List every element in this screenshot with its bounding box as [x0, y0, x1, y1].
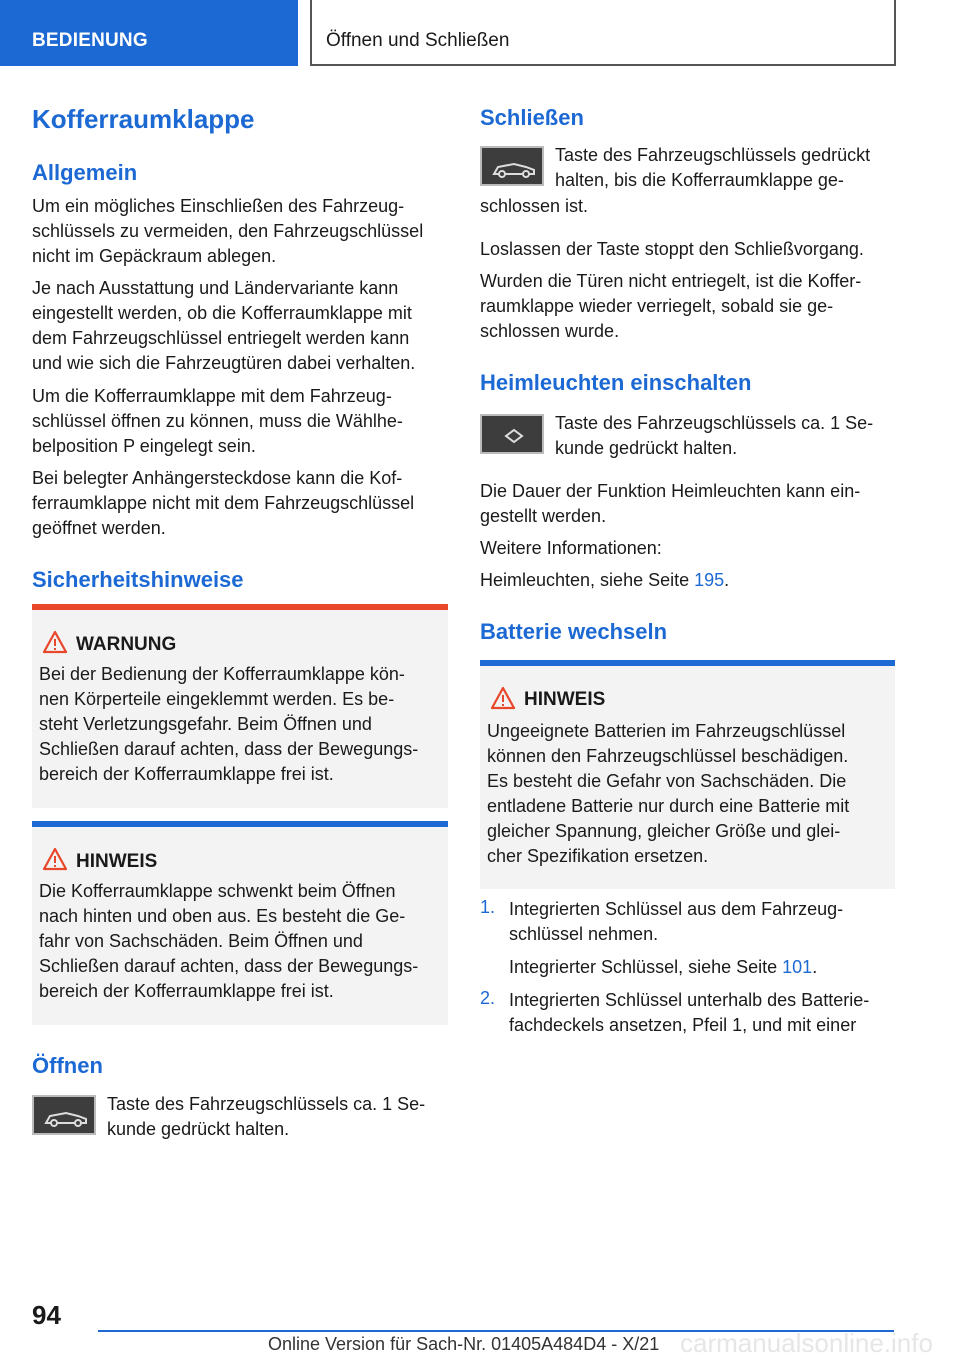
step-1-ref — [509, 955, 817, 980]
subheading-safety: Sicherheitshinweise — [32, 567, 244, 592]
line: schlüssels zu vermeiden, den Fahrzeugschlüssel — [32, 221, 424, 241]
line: steht Verletzungsgefahr. Beim Öffnen und — [39, 714, 372, 734]
line: Integrierten Schlüssel aus dem Fahrzeug- — [509, 899, 844, 919]
line: raumklappe wieder verriegelt, sobald sie ge- — [480, 296, 834, 316]
line: kunde gedrückt halten. — [107, 1119, 290, 1139]
line: cher Spezifikation ersetzen. — [487, 846, 709, 866]
paragraph-1 — [32, 194, 452, 269]
hint-bar — [32, 821, 448, 827]
line: Um die Kofferraumklappe mit dem Fahrzeug- — [32, 386, 392, 406]
section-title: Kofferraumklappe — [32, 104, 255, 134]
close-text-cont: schlossen ist. — [480, 196, 589, 216]
line: schlüssel nehmen. — [509, 924, 659, 944]
heading-battery: Batterie wechseln — [480, 619, 668, 644]
line: bereich der Kofferraumklappe frei ist. — [39, 981, 334, 1001]
release-text: Loslassen der Taste stoppt den Schließvorgang. — [480, 239, 864, 259]
line: Die Kofferraumklappe schwenkt beim Öffnen — [39, 881, 396, 901]
warning-triangle-icon — [42, 847, 68, 871]
trunk-close-button-icon — [480, 146, 544, 186]
line: Je nach Ausstattung und Ländervariante kann — [32, 278, 399, 298]
chapter-title: Öffnen und Schließen — [310, 0, 896, 66]
ref-text: Heimleuchten, siehe Seite — [480, 570, 695, 590]
line: Bei belegter Anhängersteckdose kann die Kof- — [32, 468, 403, 488]
line: Es besteht die Gefahr von Sachschäden. Die — [487, 771, 847, 791]
trunk-button-icon — [32, 1095, 96, 1135]
paragraph-2 — [32, 276, 452, 376]
line: fachdeckels ansetzen, Pfeil 1, und mit einer — [509, 1015, 857, 1035]
step-number: 1. — [480, 897, 496, 917]
open-text — [107, 1092, 452, 1142]
line: fahr von Sachschäden. Beim Öffnen und — [39, 931, 363, 951]
line: Bei der Bedienung der Kofferraumklappe kön- — [39, 664, 405, 684]
line: Integrierten Schlüssel unterhalb des Batterie- — [509, 990, 870, 1010]
line: Ungeeignete Batterien im Fahrzeugschlüssel — [487, 721, 846, 741]
duration-text — [480, 479, 900, 529]
page-number: 94 — [32, 1300, 61, 1330]
paragraph-4 — [32, 466, 452, 541]
warning-text — [39, 662, 449, 787]
home-lights-ref — [480, 568, 729, 593]
line: Taste des Fahrzeugschlüssels gedrückt — [555, 145, 871, 165]
line: bereich der Kofferraumklappe frei ist. — [39, 764, 334, 784]
line: Schließen darauf achten, dass der Bewegungs- — [39, 739, 419, 759]
subheading-allgemein: Allgemein — [32, 160, 138, 185]
line: eingestellt werden, ob die Kofferraumklappe mit — [32, 303, 412, 323]
footer-online-version: Online Version für Sach-Nr. 01405A484D4 - X/21 — [268, 1334, 660, 1354]
line: schlüssel öffnen zu können, muss die Wählhe- — [32, 411, 403, 431]
ref-text: Integrierter Schlüssel, siehe Seite — [509, 957, 783, 977]
step-number: 2. — [480, 988, 496, 1008]
hint-text — [487, 719, 897, 869]
section-tab[interactable]: BEDIENUNG — [0, 0, 298, 66]
line: dem Fahrzeugschlüssel entriegelt werden kann — [32, 328, 410, 348]
watermark: carmanualsonline.info — [680, 1328, 933, 1358]
warning-title: WARNUNG — [76, 634, 177, 655]
hint-title: HINWEIS — [524, 689, 606, 710]
line: kunde gedrückt halten. — [555, 438, 738, 458]
hint-title: HINWEIS — [76, 851, 158, 872]
line: Wurden die Türen nicht entriegelt, ist die Koffer- — [480, 271, 862, 291]
page-link-195[interactable]: 195 — [694, 570, 725, 590]
line: gestellt werden. — [480, 506, 607, 526]
line: Taste des Fahrzeugschlüssels ca. 1 Se- — [555, 413, 874, 433]
home-lights-text — [555, 411, 900, 461]
close-text — [555, 143, 900, 193]
heading-home-lights: Heimleuchten einschalten — [480, 370, 752, 395]
warning-bar — [32, 604, 448, 610]
line: ferraumklappe nicht mit dem Fahrzeugschlüssel — [32, 493, 415, 513]
line: nicht im Gepäckraum ablegen. — [32, 246, 277, 266]
warning-triangle-icon — [42, 630, 68, 654]
ref-end: . — [812, 957, 818, 977]
page-link-101[interactable]: 101 — [782, 957, 813, 977]
subheading-close: Schließen — [480, 105, 584, 130]
hint-bar — [480, 660, 895, 666]
line: Schließen darauf achten, dass der Bewegungs- — [39, 956, 419, 976]
line: entladene Batterie nur durch eine Batterie mit — [487, 796, 850, 816]
line: geöffnet werden. — [32, 518, 166, 538]
ref-end: . — [724, 570, 730, 590]
step-2-text — [509, 988, 909, 1038]
warning-triangle-icon — [490, 686, 516, 710]
line: Taste des Fahrzeugschlüssels ca. 1 Se- — [107, 1094, 426, 1114]
line: halten, bis die Kofferraumklappe ge- — [555, 170, 844, 190]
doors-text — [480, 269, 900, 344]
line: Um ein mögliches Einschließen des Fahrzeug- — [32, 196, 405, 216]
more-info: Weitere Informationen: — [480, 538, 662, 558]
page-header — [0, 0, 960, 66]
line: belposition P eingelegt sein. — [32, 436, 256, 456]
line: können den Fahrzeugschlüssel beschädigen. — [487, 746, 849, 766]
battery-hint-box — [480, 660, 895, 889]
line: schlossen wurde. — [480, 321, 620, 341]
step-1-text — [509, 897, 899, 947]
line: Die Dauer der Funktion Heimleuchten kann ein- — [480, 481, 861, 501]
subheading-open: Öffnen — [32, 1053, 103, 1078]
hint-box — [32, 821, 448, 1025]
line: nen Körperteile eingeklemmt werden. Es be- — [39, 689, 395, 709]
line: und wie sich die Fahrzeugtüren dabei verhalten. — [32, 353, 416, 373]
line: nach hinten und oben aus. Es besteht die Ge- — [39, 906, 406, 926]
hint-text — [39, 879, 449, 1004]
warning-box — [32, 604, 448, 808]
line: gleicher Spannung, gleicher Größe und glei- — [487, 821, 841, 841]
paragraph-3 — [32, 384, 452, 459]
home-lights-button-icon — [480, 414, 544, 454]
